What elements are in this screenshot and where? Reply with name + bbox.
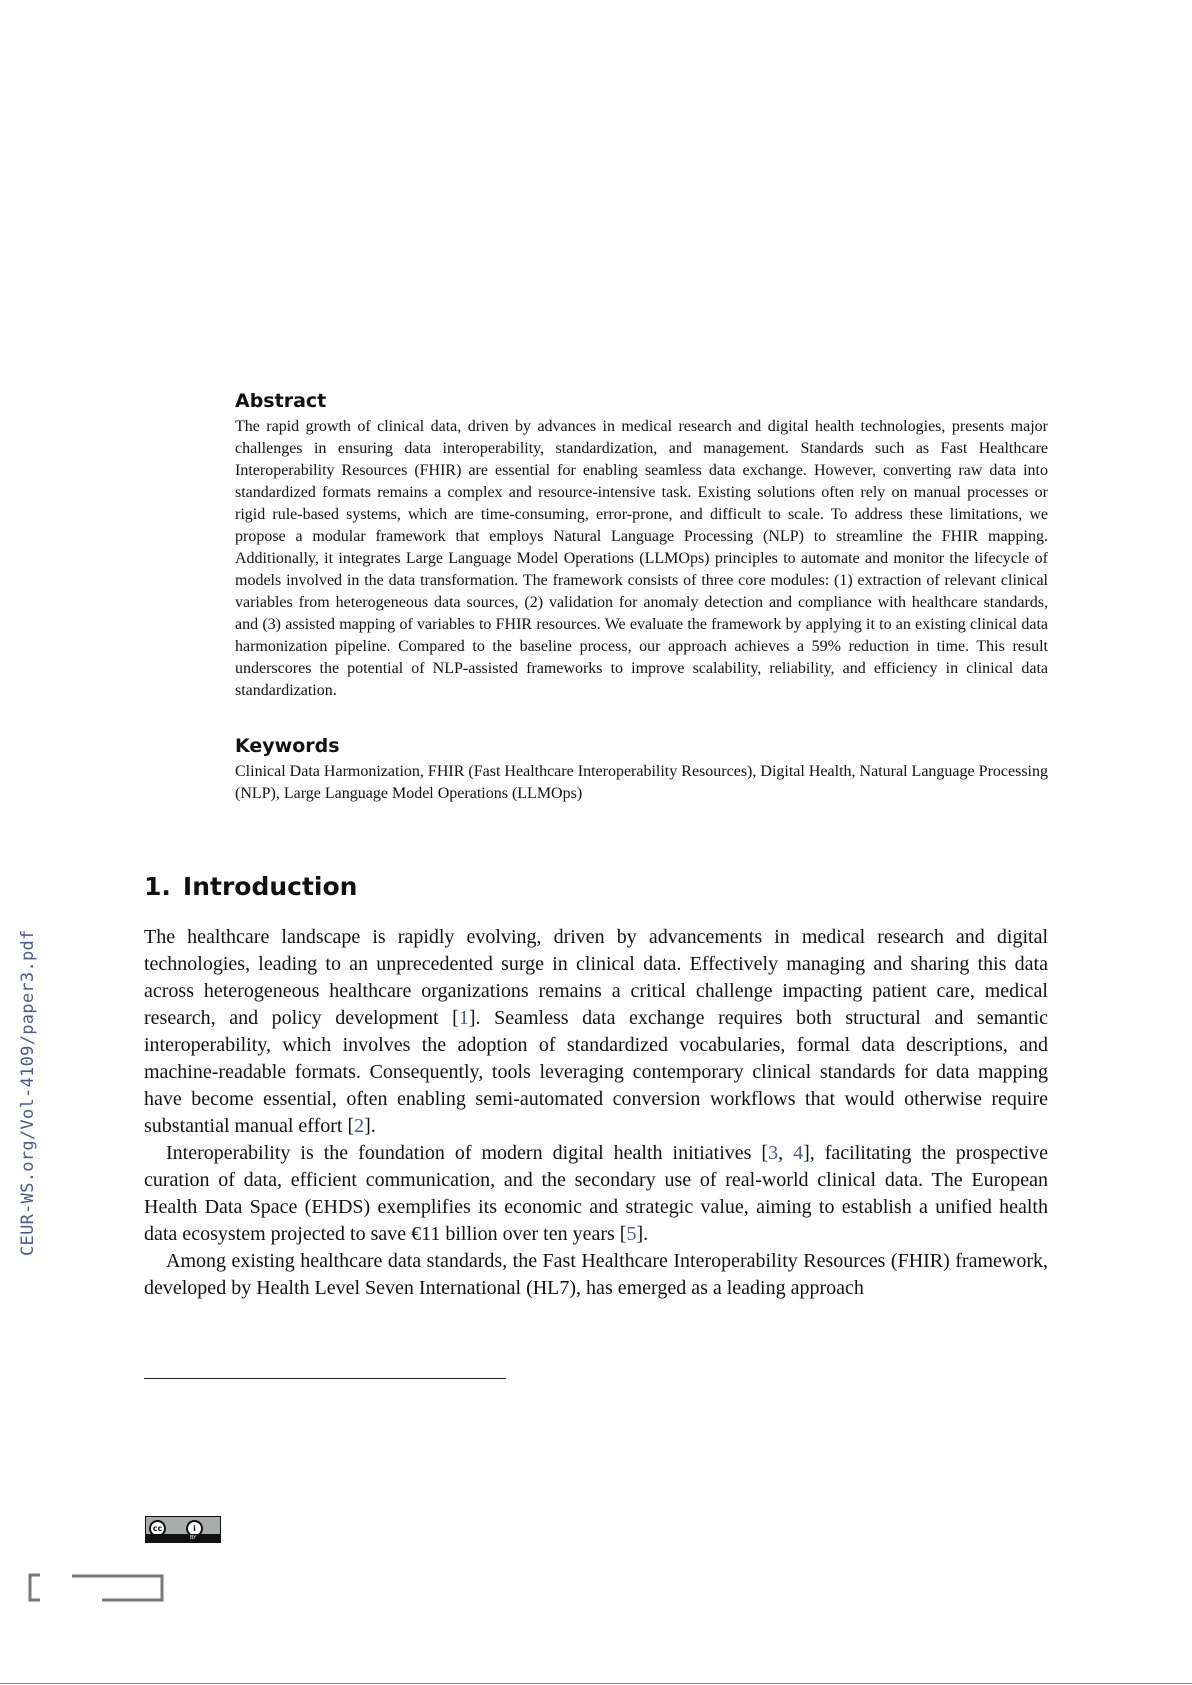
cc-icon: cc bbox=[149, 1520, 166, 1537]
abstract bbox=[235, 390, 1048, 702]
section-title: Introduction bbox=[182, 872, 358, 901]
cc-by-license-icon[interactable] bbox=[145, 1516, 221, 1543]
abstract-text: The rapid growth of clinical data, driven by advances in medical research and digital health technologies, presents major challenges in ensuring data interoperability, standardization, and management. Standards such as Fast Healthcare Interoperability Resources (FHIR) are essential for enabling seamless data exchange. However, converting raw data into standardized formats remains a complex and resource-intensive task. Existing solutions often rely on manual processes or rigid rule-based systems, which are time-consuming, error-prone, and difficult to scale. To address these limitations, we propose a modular framework that employs Natural Language Processing (NLP) to streamline the FHIR mapping. Additionally, it integrates Large Language Model Operations (LLMOps) principles to automate and monitor the lifecycle of models involved in the data transformation. The framework consists of three core modules: (1) extraction of relevant clinical variables from heterogeneous data sources, (2) validation for anomaly detection and compliance with healthcare standards, and (3) assisted mapping of variables to FHIR resources. We evaluate the framework by applying it to an existing clinical data harmonization pipeline. Compared to the baseline process, our approach achieves a 59% reduction in time. This result underscores the potential of NLP-assisted frameworks to improve scalability, reliability, and efficiency in clinical data standardization. bbox=[235, 418, 1048, 699]
keywords-text: Clinical Data Harmonization, FHIR (Fast Healthcare Interoperability Resources), Digital Health, Natural Language Processing (NLP), Large Language Model Operations (LLMOps) bbox=[235, 763, 1048, 802]
paragraph-1-text-b: ]. Seamless data exchange requires both structural and semantic interoperability, which involves the adoption of standardized vocabularies, formal data descriptions, and machine-readable formats. Consequently, tools leveraging contemporary clinical standards for data mapping have become essential, often enabling semi-automated conversion workflows that would otherwise require substantial manual effort [ bbox=[144, 1007, 1048, 1137]
side-url[interactable]: CEUR-WS.org/Vol-4109/paper3.pdf bbox=[18, 929, 38, 1256]
page-bottom-rule bbox=[0, 1683, 1192, 1684]
attribution-icon: i bbox=[186, 1520, 203, 1537]
abstract-heading: Abstract bbox=[235, 390, 327, 412]
keywords-heading: Keywords bbox=[235, 735, 340, 757]
citation-5[interactable]: 5 bbox=[626, 1223, 637, 1245]
introduction-body bbox=[144, 924, 1048, 1302]
paragraph-1 bbox=[144, 924, 1048, 1140]
paragraph-2 bbox=[144, 1140, 1048, 1248]
citation-separator: , bbox=[778, 1142, 794, 1164]
section-heading bbox=[144, 872, 357, 901]
paragraph-3-text: Among existing healthcare data standards, the Fast Healthcare Interoperability Resources (FHIR) framework, developed by Health Level Seven International (HL7), has emerged as a leading approach bbox=[144, 1250, 1048, 1299]
footnote-rule bbox=[144, 1378, 506, 1379]
ceur-logo-icon bbox=[28, 1573, 168, 1603]
keywords bbox=[235, 735, 1048, 805]
badge-band bbox=[146, 1534, 220, 1542]
paragraph-2-text-a: Interoperability is the foundation of modern digital health initiatives [ bbox=[166, 1142, 769, 1164]
citation-3[interactable]: 3 bbox=[768, 1142, 779, 1164]
paragraph-1-text-c: ]. bbox=[364, 1115, 376, 1137]
citation-2[interactable]: 2 bbox=[354, 1115, 365, 1137]
paragraph-2-text-c: ]. bbox=[636, 1223, 649, 1245]
paragraph-1-text-a: The healthcare landscape is rapidly evolving, driven by advancements in medical research and digital technologies, leading to an unprecedented surge in clinical data. Effectively managing and sharing this data across heterogeneous healthcare organizations remains a critical challenge impacting patient care, medical research, and policy development [ bbox=[144, 926, 1048, 1029]
by-label: BY bbox=[190, 1535, 197, 1541]
citation-1[interactable]: 1 bbox=[458, 1007, 469, 1029]
section-number: 1. bbox=[144, 872, 171, 901]
paragraph-2-text-b: ], facilitating the prospective curation of data, efficient communication, and the secondary use of real-world clinical data. The European Health Data Space (EHDS) exemplifies its economic and strategic value, aiming to establish a unified health data ecosystem projected to save €11 billion over ten years [ bbox=[144, 1142, 1048, 1245]
paragraph-3 bbox=[144, 1248, 1048, 1302]
citation-4[interactable]: 4 bbox=[793, 1142, 804, 1164]
